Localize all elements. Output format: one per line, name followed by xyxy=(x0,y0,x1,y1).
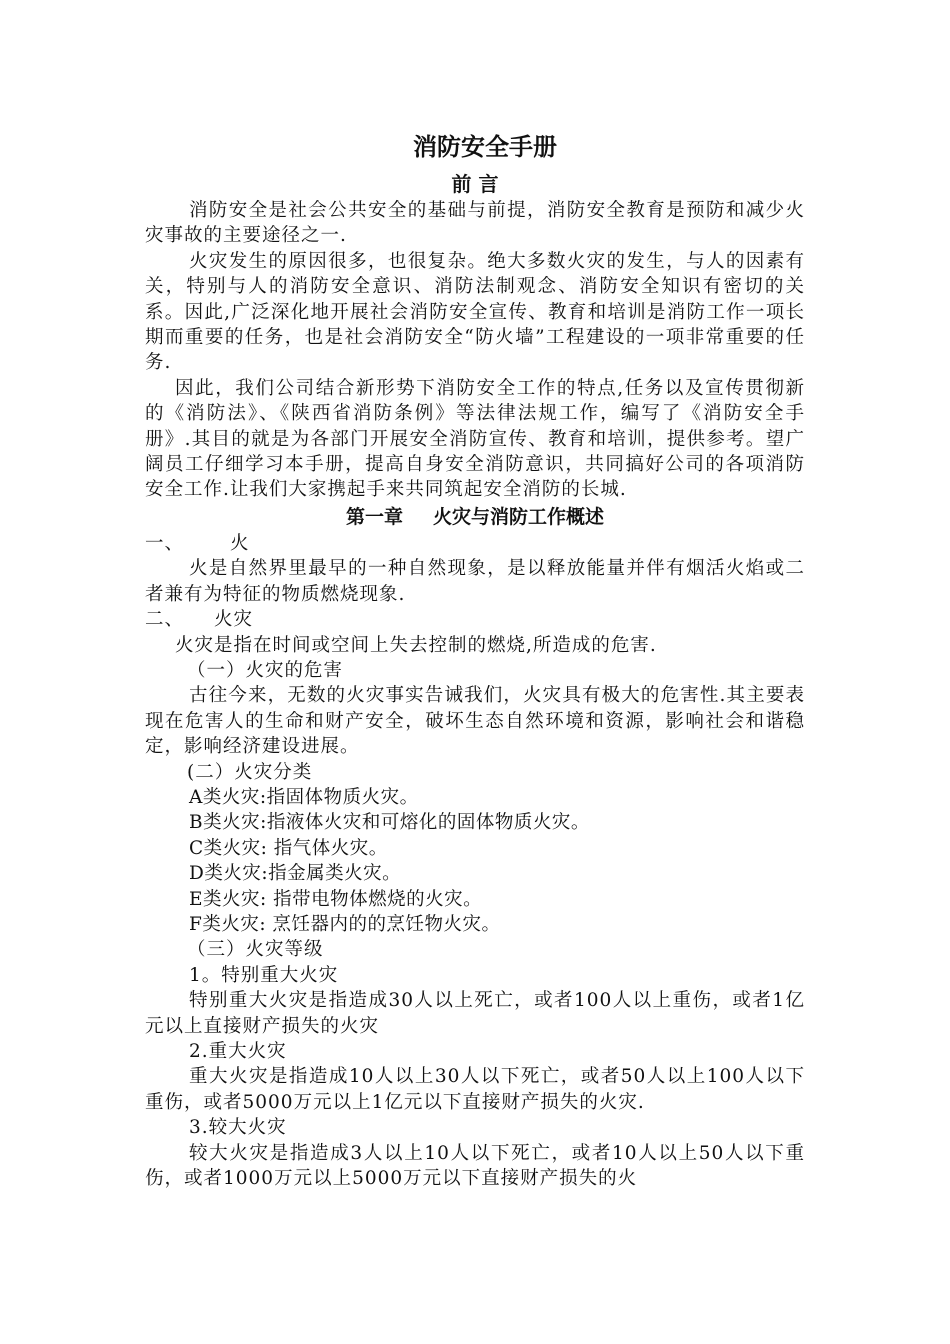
section-2-text: 火灾是指在时间或空间上失去控制的燃烧,所造成的危害. xyxy=(175,634,657,656)
class-f-item: F类火灾: 烹饪器内的的烹饪物火灾。 xyxy=(189,913,501,935)
section-1-text: 火是自然界里最早的一种自然现象，是以释放能量并伴有烟活火焰或二者兼有为特征的物质燃烧现象. xyxy=(145,558,805,605)
grade-1-title: 1。特别重大火灾 xyxy=(189,964,339,986)
section-2-title: 火灾 xyxy=(214,609,254,631)
preface-paragraph-1: 消防安全是社会公共安全的基础与前提，消防安全教育是预防和减少火灾事故的主要途径之一. xyxy=(145,200,805,247)
grade-2-title: 2.重大火灾 xyxy=(189,1041,287,1062)
section-2-label: 二、 xyxy=(145,609,185,631)
classification-heading: (二）火灾分类 xyxy=(187,761,313,783)
document-title: 消防安全手册 xyxy=(413,132,557,161)
class-e-item: E类火灾: 指带电物体燃烧的火灾。 xyxy=(189,888,483,910)
harm-text: 古往今来，无数的火灾事实告诫我们，火灾具有极大的危害性.其主要表现在危害人的生命和财产安全，破坏生态自然环境和资源，影响社会和谐稳定，影响经济建设进展。 xyxy=(145,685,805,758)
grade-1-text: 特别重大火灾是指造成30人以上死亡，或者100人以上重伤，或者1亿元以上直接财产损失的火灾 xyxy=(145,990,805,1037)
chapter-heading xyxy=(145,503,805,531)
class-a-item: A类火灾:指固体物质火灾。 xyxy=(189,786,419,808)
preface-paragraph-3: 因此，我们公司结合新形势下消防安全工作的特点,任务以及宣传贯彻新的《消防法》、《陕西省消防条例》等法律法规工作，编写了《消防安全手册》.其目的就是为各部门开展安全消防宣传、教育和培训，提供参考。望广阔员工仔细学习本手册，提高自身安全消防意识，共同搞好公司的各项消防安全工作.让我们大家携起手来共同筑起安全消防的长城. xyxy=(145,377,805,501)
section-1-title: 火 xyxy=(230,532,250,554)
harm-heading: （一）火灾的危害 xyxy=(187,659,344,681)
preface-paragraph-2: 火灾发生的原因很多，也很复杂。绝大多数火灾的发生，与人的因素有关，特别与人的消防安全意识、消防法制观念、消防安全知识有密切的关系。因此,广泛深化地开展社会消防安全宣传、教育和培训是消防工作一项长期而重要的任务，也是社会消防安全“防火墙”工程建设的一项非常重要的任务. xyxy=(145,250,805,374)
section-2-heading xyxy=(145,607,805,632)
preface-heading: 前 言 xyxy=(451,172,499,196)
class-d-item: D类火灾:指金属类火灾。 xyxy=(189,863,402,885)
section-1-heading xyxy=(145,531,805,556)
document-body xyxy=(145,130,805,1191)
chapter-number: 第一章 xyxy=(345,505,403,528)
section-1-label: 一、 xyxy=(145,532,185,554)
grade-2-text: 重大火灾是指造成10人以上30人以下死亡，或者50人以上100人以下重伤，或者5000万元以上1亿元以下直接财产损失的火灾. xyxy=(145,1066,805,1113)
grade-heading: （三）火灾等级 xyxy=(187,939,324,961)
grade-3-title: 3.较大火灾 xyxy=(189,1117,287,1139)
grade-3-text: 较大火灾是指造成3人以上10人以下死亡，或者10人以上50人以下重伤，或者1000万元以上5000万元以下直接财产损失的火 xyxy=(145,1142,805,1190)
chapter-title: 火灾与消防工作概述 xyxy=(433,505,605,528)
class-c-item: C类火灾: 指气体火灾。 xyxy=(189,837,388,859)
class-b-item: B类火灾:指液体火灾和可熔化的固体物质火灾。 xyxy=(189,812,590,834)
